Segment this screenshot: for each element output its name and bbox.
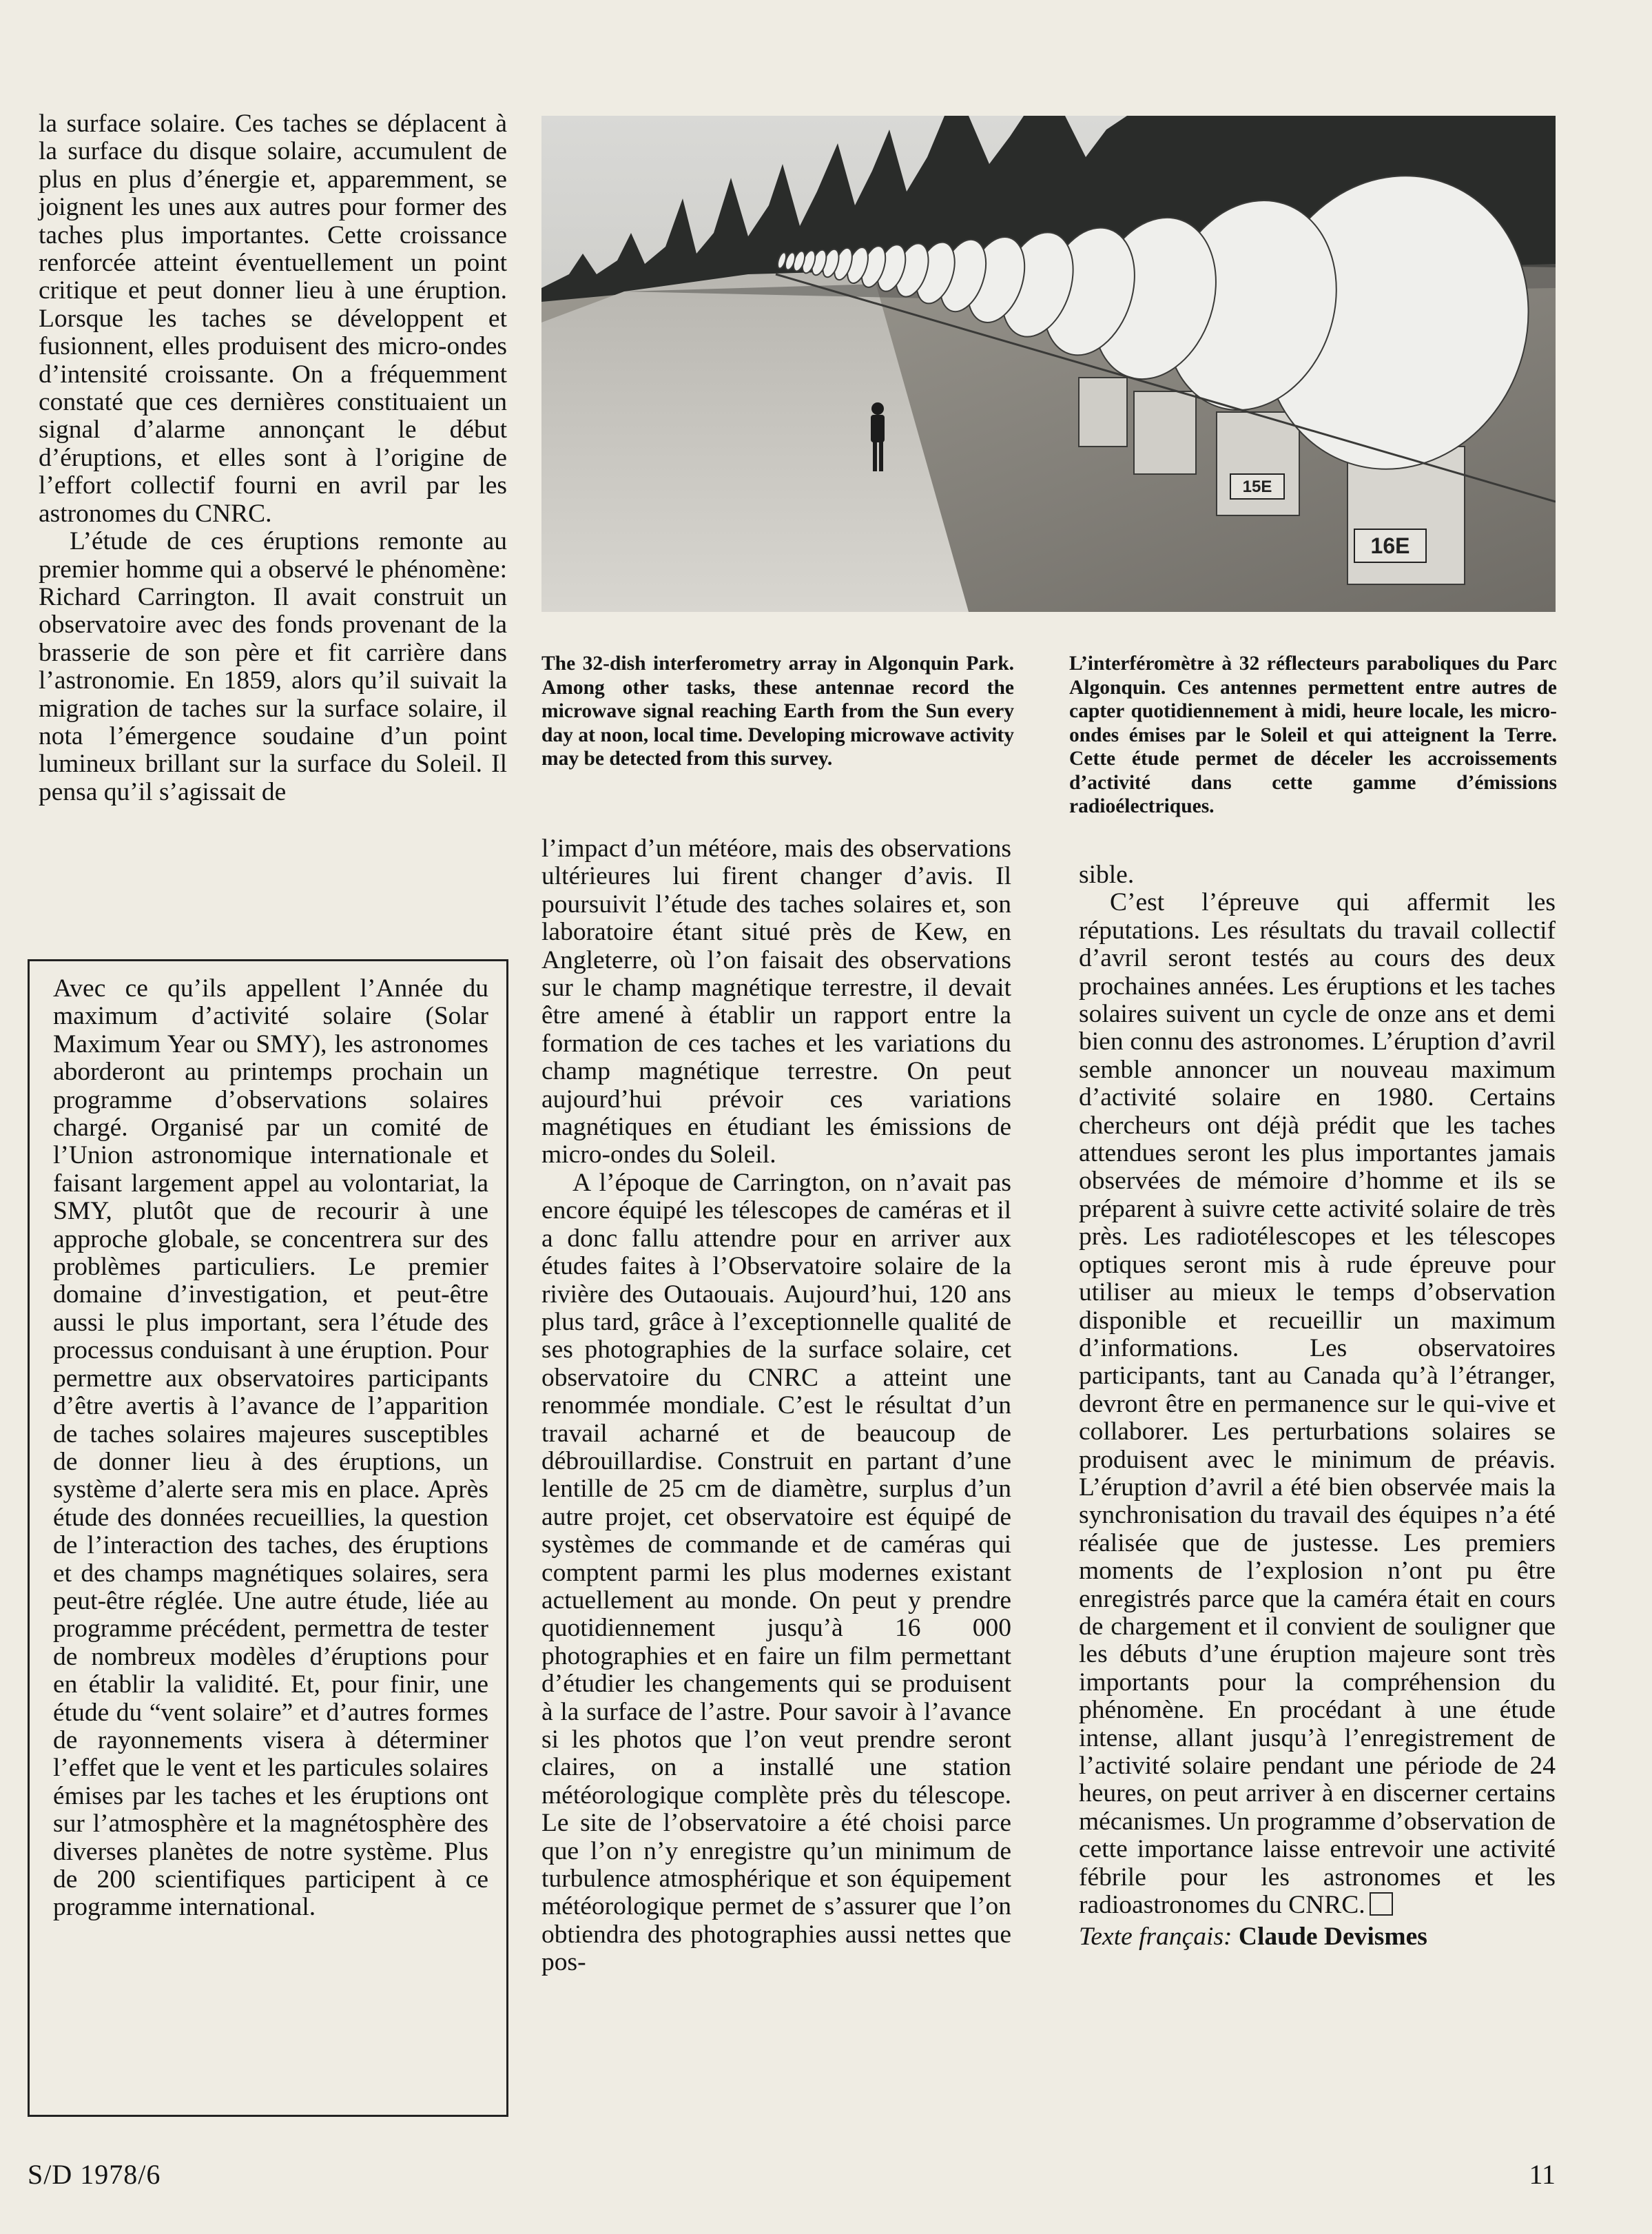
sign-16e: [1354, 529, 1426, 562]
paragraph: A l’époque de Carrington, on n’avait pas encore équipé les télescopes de caméras et il a donc fallu attendre pour en arriver aux études faites à l’Observatoire solaire de la rivière des Outaouais. Aujourd’hui, 120 ans plus tard, grâce à l’exceptionnelle qualité de ses photographies de la surface solaire, cet observatoire du CNRC a atteint une renommée mondiale. C’est le résultat d’un travail acharné et de beaucoup de débrouillardise. Construit en partant d’une lentille de 25 cm de diamètre, surplus d’un autre projet, cet observatoire est équipé de systèmes de commande et de caméras qui comptent parmi les plus modernes existant actuellement au monde. On peut y prendre quotidiennement jusqu’à 16 000 photographies et en faire un film permettant d’étudier les changements qui se produisent à la surface de l’astre. Pour savoir à l’avance si les photos que l’on veut prendre seront claires, on a installé une station météorologique complète près du télescope. Le site de l’observatoire a été choisi parce que l’on n’y enregistre qu’un minimum de turbulence atmosphérique et son équipement météorologique permet de s’assurer que l’on obtiendra des photographies aussi nettes que pos-: [541, 1168, 1011, 1977]
antenna-array-photo: [541, 116, 1556, 612]
svg-text:15E: 15E: [1242, 478, 1272, 496]
antenna-photo-illustration: [541, 116, 1556, 612]
photo-caption-french: L’interféromètre à 32 réflecteurs paraboliques du Parc Algonquin. Ces antennes permettent entre autres de capter quotidiennement à midi, heure locale, les micro-ondes émises par le Soleil et qui atteignent la Terre. Cette étude permet de déceler les accroissements d’activité dans cette gamme d’émissions radioélectriques.: [1069, 653, 1557, 817]
article-column-2: [541, 835, 1011, 1977]
credit-label: Texte français:: [1079, 1923, 1232, 1951]
credit-name: Claude Devismes: [1238, 1923, 1427, 1951]
sign-15e: [1230, 474, 1284, 499]
paragraph: L’étude de ces éruptions remonte au premier homme qui a observé le phénomène: Richard Carrington. Il avait construit un observatoire avec des fonds provenant de la brasserie de son père et fit carrière dans l’astronomie. En 1859, alors qu’il suivait la migration de taches sur la surface solaire, il nota l’émergence soudaine d’un point lumineux brillant sur la surface du Soleil. Il pensa qu’il s’agissait de: [39, 527, 507, 806]
paragraph-text: C’est l’épreuve qui affermit les réputations. Les résultats du travail collectif d’avril seront testés au cours des deux prochaines années. Les éruptions et les taches solaires suivent un cycle de onze ans et demi bien connu des astronomes. L’éruption d’avril semble annoncer un nouveau maximum d’activité solaire en 1980. Certains chercheurs ont déjà prédit que les taches attendues seront les plus importantes jamais observées de mémoire d’homme et ils se préparent à suivre cette activité solaire de très près. Les radiotélescopes et les télescopes optiques seront mis à rude épreuve pour utiliser au mieux le temps d’observation disponible et recueillir un maximum d’informations. Les observatoires participants, tant au Canada qu’à l’étranger, devront être en permanence sur le qui-vive et collaborer. Les perturbations solaires se produisent avec le minimum de préavis. L’éruption d’avril a été bien observée mais la synchronisation du travail des équipes n’a été réalisée que de justesse. Les premiers moments de l’explosion n’ont pu être enregistrés parce que la caméra était en cours de chargement et il convient de souligner que les débuts d’une éruption majeure sont très importants pour la compréhension du phénomène. En procédant à une étude intense, allant jusqu’à l’enregistrement de l’activité solaire pendant une période de 24 heures, on peut arriver à en discerner certains mécanismes. Un programme d’observation de cette importance laisse entrevoir une activité fébrile pour les astronomes et les radioastronomes du CNRC.: [1079, 888, 1556, 1920]
photo-caption-english: The 32-dish interferometry array in Algonquin Park. Among other tasks, these antennae record the microwave signal reaching Earth from the Sun every day at noon, local time. Developing microwave activity may be detected from this survey.: [541, 653, 1014, 770]
paragraph: sible.: [1079, 861, 1135, 889]
sidebar-text: Avec ce qu’ils appellent l’Année du maximum d’activité solaire (Solar Maximum Year ou SMY), les astronomes aborderont au printemps prochain un programme d’observations solaires chargé. Organisé par un comité de l’Union astronomique internationale et faisant largement appel au volontariat, la SMY, plutôt que de recourir à une approche globale, se concentrera sur des problèmes particuliers. Le premier domaine d’investigation, et peut-être aussi le plus important, sera l’étude des processus conduisant à une éruption. Pour permettre aux observatoires participants d’être avertis à l’avance de l’apparition de taches solaires majeures susceptibles de donner lieu à des éruptions, un système d’alerte sera mis en place. Après étude des données recueillies, la question de l’interaction des taches, des éruptions et des champs magnétiques solaires, sera peut-être réglée. Une autre étude, liée au programme précédent, permettra de tester de nombreux modèles d’éruptions pour en établir la validité. Et, pour finir, une étude du “vent solaire” et d’autres formes de rayonnements visera à déterminer l’effet que le vent et les particules solaires émises par les taches et les éruptions ont sur l’atmosphère et la magnétosphère des diverses planètes de notre système. Plus de 200 scientifiques participent à ce programme international.: [53, 974, 488, 1922]
paragraph: la surface solaire. Ces taches se déplacent à la surface du disque solaire, accumulent de plus en plus d’énergie et, apparemment, se joignent les unes aux autres pour former des taches plus importantes. Cette croissance renforcée atteint éventuellement un point critique et peut donner lieu à une éruption. Lorsque les taches se développent et fusionnent, elles produisent des micro-ondes d’intensité croissante. On a fréquemment constaté que ces dernières constituaient un signal d’alarme annonçant le début d’éruptions, et elles sont à l’origine de l’effort collectif fourni en avril par les astronomes du CNRC.: [39, 110, 507, 528]
end-of-article-icon: [1370, 1892, 1393, 1916]
paragraph-final: [1079, 889, 1556, 1919]
translation-credit: [1079, 1923, 1556, 1951]
article-column-1: [39, 110, 507, 806]
article-column-3: [1079, 861, 1556, 1951]
paragraph: l’impact d’un météore, mais des observations ultérieures lui firent changer d’avis. Il poursuivit l’étude des taches solaires et, son laboratoire étant situé près de Kew, en Angleterre, où l’on faisait des observations sur le champ magnétique terrestre, il devait être amené à établir un rapport entre la formation de ces taches et les variations du champ magnétique terrestre. On peut aujourd’hui prévoir ces variations magnétiques en étudiant les émissions de micro-ondes du Soleil.: [541, 834, 1011, 1169]
svg-text:16E: 16E: [1370, 533, 1410, 558]
sidebar-box: [28, 959, 508, 2117]
issue-label: S/D 1978/6: [28, 2159, 161, 2190]
page-number: 11: [1529, 2159, 1556, 2190]
